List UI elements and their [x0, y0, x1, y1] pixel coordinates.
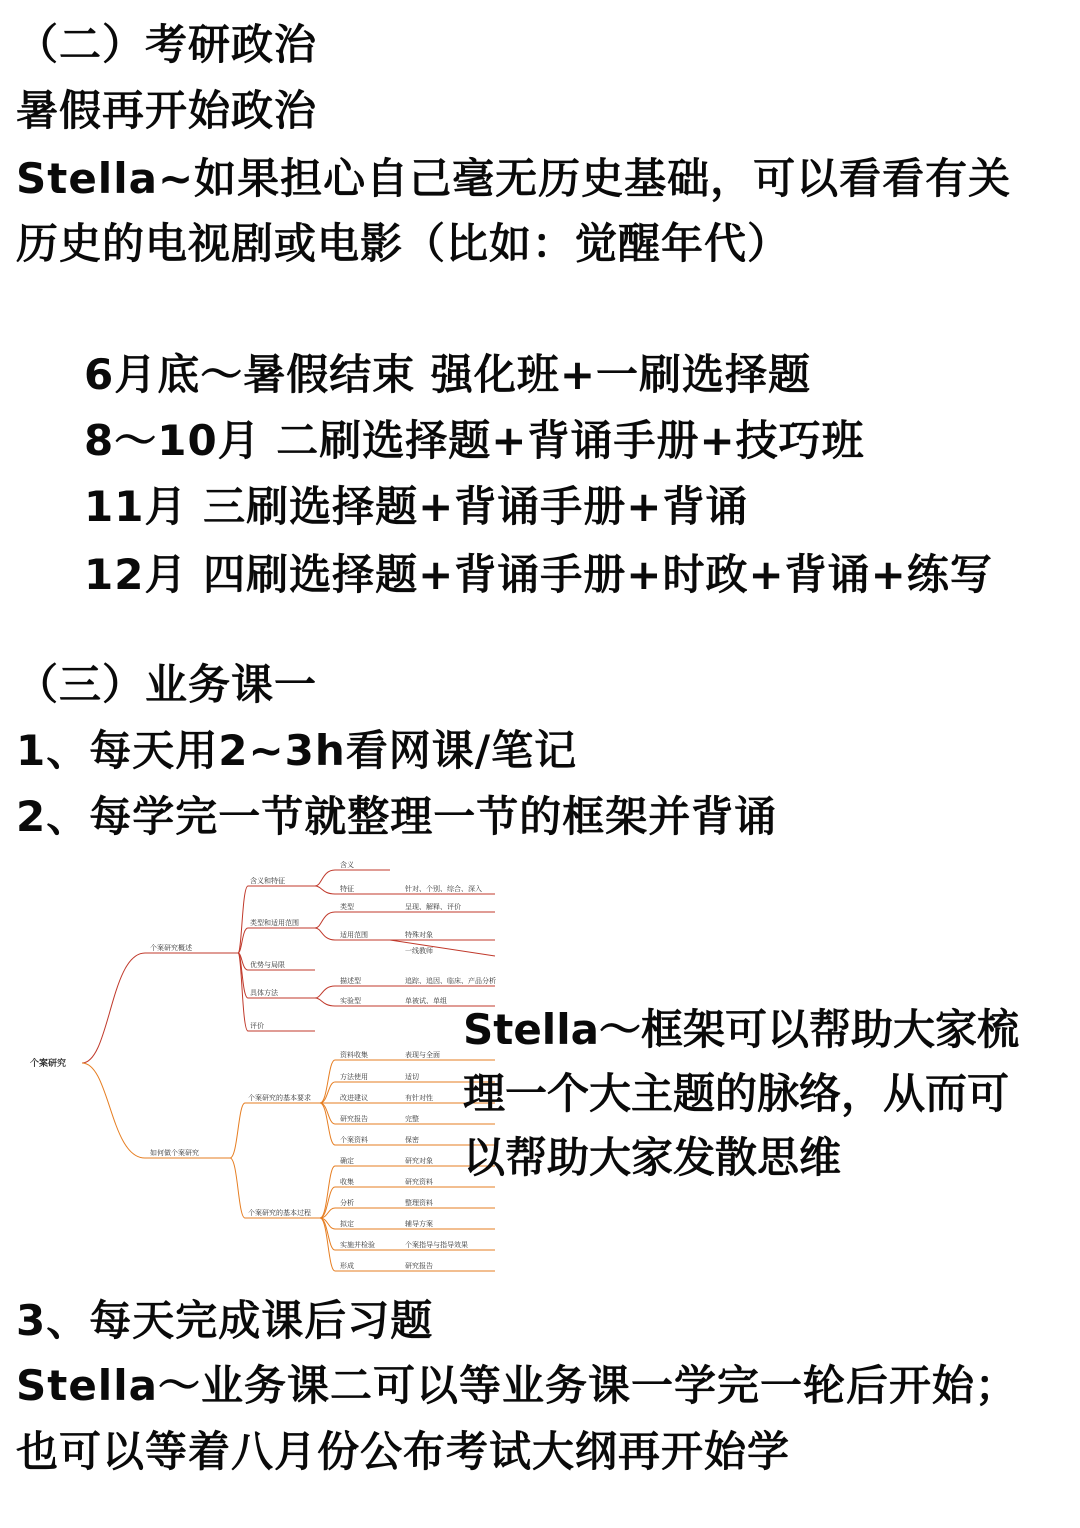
mm-node: 类型 [340, 903, 354, 911]
mm-node: 拟定 [340, 1220, 354, 1228]
list-item: 3、每天完成课后习题 [16, 1296, 434, 1345]
mm-node: 确定 [340, 1157, 354, 1165]
mm-branch: 个案研究概述 [150, 944, 192, 952]
mm-leaf: 保密 [405, 1136, 419, 1144]
mm-branch: 如何做个案研究 [150, 1149, 199, 1157]
section-heading-politics: （二）考研政治 [16, 20, 318, 69]
mm-node: 收集 [340, 1178, 354, 1186]
text-line: Stella~如果担心自己毫无历史基础，可以看看有关 [16, 154, 1012, 203]
mm-node: 适用范围 [340, 931, 368, 939]
mm-node: 描述型 [340, 977, 361, 985]
mm-leaf: 研究资料 [405, 1178, 433, 1186]
side-note [463, 998, 1063, 1190]
list-item: 1、每天用2~3h看网课/笔记 [16, 726, 578, 775]
mm-leaf: 研究对象 [405, 1157, 433, 1165]
mm-root: 个案研究 [30, 1059, 67, 1069]
mm-node: 实验型 [340, 997, 361, 1005]
mm-node: 实施并检验 [340, 1241, 375, 1249]
schedule-item: 11月 三刷选择题+背诵手册+背诵 [84, 482, 749, 531]
mm-node: 改进建议 [340, 1094, 368, 1102]
text-line: 历史的电视剧或电影（比如：觉醒年代） [16, 219, 791, 268]
mm-leaf: 整理资料 [405, 1199, 433, 1207]
mm-node: 类型和适用范围 [250, 919, 299, 927]
side-note-line: 以帮助大家发散思维 [463, 1133, 842, 1182]
mm-node: 含义和特征 [250, 877, 285, 885]
mm-leaf: 特殊对象 [405, 931, 433, 939]
mm-leaf: 有针对性 [405, 1094, 433, 1102]
mm-node: 资料收集 [340, 1051, 368, 1059]
section-heading-course: （三）业务课一 [16, 660, 318, 709]
mm-node: 评价 [250, 1022, 264, 1030]
mm-node: 特征 [340, 885, 354, 893]
mm-leaf: 单被试、单组 [405, 997, 447, 1005]
list-item: 2、每学完一节就整理一节的框架并背诵 [16, 792, 778, 841]
text-line: Stella～业务课二可以等业务课一学完一轮后开始； [16, 1361, 1018, 1410]
mm-leaf: 完整 [405, 1115, 419, 1123]
mm-leaf: 一线教师 [405, 947, 433, 955]
mm-leaf: 针对、个别、综合、深入 [405, 885, 482, 893]
mm-leaf: 表现与全面 [405, 1051, 440, 1059]
mm-node: 方法使用 [340, 1073, 368, 1081]
text-line: 也可以等着八月份公布考试大纲再开始学 [16, 1427, 791, 1476]
text-line: 暑假再开始政治 [16, 86, 318, 135]
mm-node: 优势与局限 [250, 961, 285, 969]
mm-node: 分析 [340, 1199, 354, 1207]
mm-leaf: 个案指导与指导效果 [405, 1241, 468, 1249]
mm-node: 个案资料 [340, 1136, 368, 1144]
schedule-item: 8～10月 二刷选择题+背诵手册+技巧班 [84, 416, 865, 465]
mind-map-image [20, 858, 500, 1283]
mm-node: 研究报告 [340, 1115, 368, 1123]
mm-leaf: 研究报告 [405, 1262, 433, 1270]
mm-leaf: 追踪、追因、临床、产品分析 [405, 977, 496, 985]
mm-node: 含义 [340, 861, 354, 869]
mm-leaf: 辅导方案 [405, 1220, 433, 1228]
mm-node: 个案研究的基本要求 [248, 1094, 311, 1102]
schedule-item: 12月 四刷选择题+背诵手册+时政+背诵+练写 [84, 550, 993, 599]
schedule-item: 6月底～暑假结束 强化班+一刷选择题 [84, 350, 812, 399]
mm-leaf: 呈现、解释、评价 [405, 903, 461, 911]
mm-node: 形成 [340, 1262, 354, 1270]
mm-node: 个案研究的基本过程 [248, 1209, 311, 1217]
side-note-line: Stella～框架可以帮助大家梳 [463, 1005, 1019, 1054]
mm-node: 具体方法 [250, 989, 278, 997]
side-note-line: 理一个大主题的脉络，从而可 [463, 1069, 1010, 1118]
mm-leaf: 适切 [405, 1073, 419, 1081]
